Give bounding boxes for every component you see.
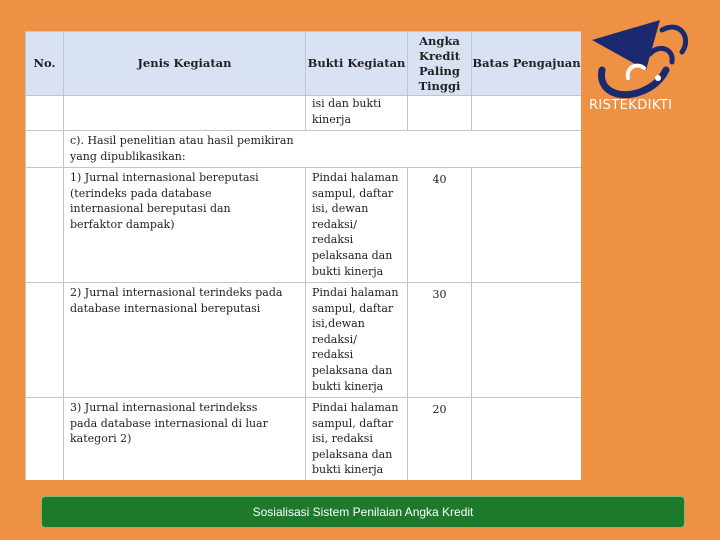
cell-jenis	[64, 168, 306, 283]
cell-batas	[472, 398, 582, 481]
cell-bukti	[306, 168, 408, 283]
cell-bukti	[306, 283, 408, 398]
table-row	[26, 96, 582, 131]
ristekdikti-logo-text: RISTEKDIKTI	[589, 98, 673, 113]
cell-jenis-text: 3) Jurnal internasional terindekss pada database internasional di luar kategori 2)	[70, 401, 268, 446]
cell-jenis-text: 1) Jurnal internasional bereputasi (terindeks pada database internasional bereputasi dan berfaktor dampak)	[70, 171, 259, 231]
cell-bukti-text: Pindai halaman sampul, daftar isi, dewan redaksi/ redaksi pelaksana dan bukti kinerja	[312, 171, 399, 278]
table-row	[26, 168, 582, 283]
cell-angka	[408, 96, 472, 131]
cell-no	[26, 283, 64, 398]
cell-no	[26, 168, 64, 283]
cell-jenis	[64, 96, 306, 131]
cell-jenis	[64, 398, 306, 481]
table-row	[26, 398, 582, 481]
header-angka-kredit-label: Angka Kredit Paling Tinggi	[418, 33, 461, 93]
footer-title: Sosialisasi Sistem Penilaian Angka Kredit	[252, 505, 474, 519]
footer-banner	[41, 496, 685, 528]
header-jenis-kegiatan: Jenis Kegiatan	[64, 32, 306, 96]
cell-bukti	[306, 96, 408, 131]
cell-angka: 30	[408, 283, 472, 398]
cell-section-c	[64, 131, 582, 168]
activity-credit-table	[25, 31, 581, 480]
cell-angka: 40	[408, 168, 472, 283]
cell-bukti	[306, 398, 408, 481]
cell-no	[26, 96, 64, 131]
table-row-section-c	[26, 131, 582, 168]
header-angka-kredit	[408, 32, 472, 96]
cell-bukti-text: Pindai halaman sampul, daftar isi,dewan redaksi/ redaksi pelaksana dan bukti kinerja	[312, 286, 399, 393]
header-bukti-kegiatan: Bukti Kegiatan	[306, 32, 408, 96]
header-batas-pengajuan: Batas Pengajuan	[472, 32, 582, 96]
cell-bukti-text: isi dan bukti kinerja	[312, 97, 382, 126]
section-c-label: c). Hasil penelitian atau hasil pemikiran yang dipublikasikan:	[70, 134, 294, 163]
cell-batas	[472, 96, 582, 131]
table-row	[26, 283, 582, 398]
cell-batas	[472, 283, 582, 398]
cell-bukti-text: Pindai halaman sampul, daftar isi, redaksi pelaksana dan bukti kinerja	[312, 401, 399, 477]
cell-jenis-text: 2) Jurnal internasional terindeks pada database internasional bereputasi	[70, 286, 283, 315]
cell-angka: 20	[408, 398, 472, 481]
document-table-excerpt	[25, 31, 581, 480]
cell-no	[26, 398, 64, 481]
table-header-row	[26, 32, 582, 96]
cell-batas	[472, 168, 582, 283]
cell-no	[26, 131, 64, 168]
cell-jenis	[64, 283, 306, 398]
header-no: No.	[26, 32, 64, 96]
